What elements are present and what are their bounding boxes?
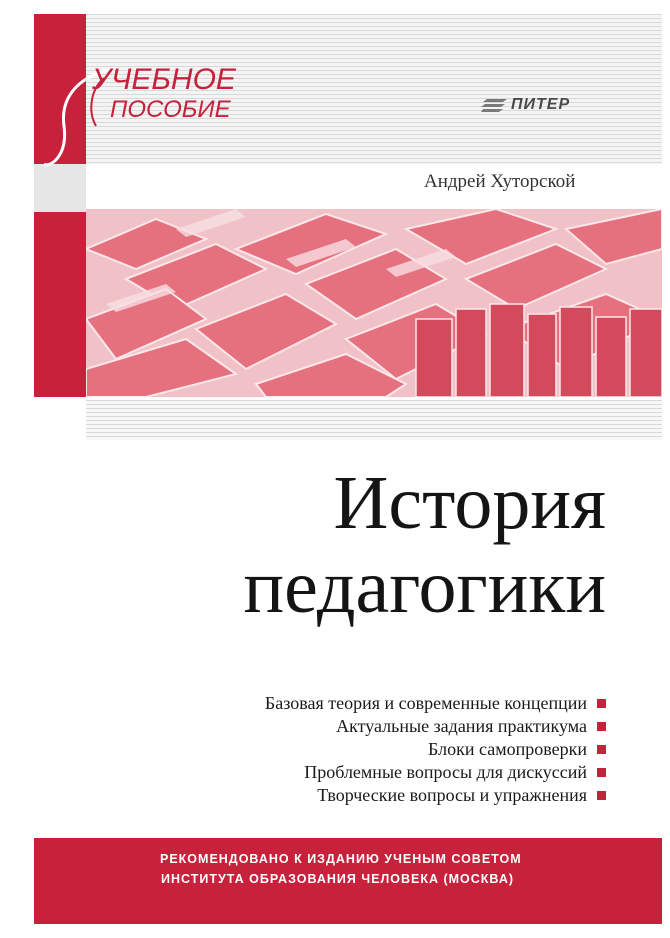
bullet-square-icon [597, 745, 606, 754]
list-item [265, 692, 606, 715]
banner-line1: РЕКОМЕНДОВАНО К ИЗДАНИЮ УЧЕНЫМ СОВЕТОМ [160, 852, 522, 866]
feature-text: Творческие вопросы и упражнения [317, 785, 587, 805]
list-item [265, 784, 606, 807]
bullet-square-icon [597, 722, 606, 731]
feature-text: Базовая теория и современные концепции [264, 693, 587, 713]
bullet-square-icon [597, 699, 606, 708]
list-item [265, 715, 606, 738]
books-photo [86, 209, 662, 397]
list-item [265, 761, 606, 784]
feature-text: Актуальные задания практикума [336, 716, 587, 736]
title-line1: История [333, 461, 606, 545]
piter-stripes-icon [481, 98, 507, 112]
middle-stripes [86, 400, 662, 440]
book-title [243, 461, 606, 629]
list-item [265, 738, 606, 761]
publisher-name: ПИТЕР [511, 96, 571, 113]
title-line2: педагогики [243, 545, 606, 629]
series-label-line1: УЧЕБНОЕ [92, 63, 236, 96]
series-label-line2: ПОСОБИЕ [110, 96, 231, 123]
red-left-strip [34, 212, 86, 397]
features-list [265, 692, 606, 807]
bullet-square-icon [597, 791, 606, 800]
banner-line2: ИНСТИТУТА ОБРАЗОВАНИЯ ЧЕЛОВЕКА (МОСКВА) [161, 872, 515, 886]
publisher-logo [481, 96, 570, 114]
feature-text: Блоки самопроверки [428, 739, 587, 759]
bullet-square-icon [597, 768, 606, 777]
feature-text: Проблемные вопросы для дискуссий [304, 762, 587, 782]
book-cover [6, 6, 662, 924]
author-name: Андрей Хуторской [424, 171, 576, 192]
